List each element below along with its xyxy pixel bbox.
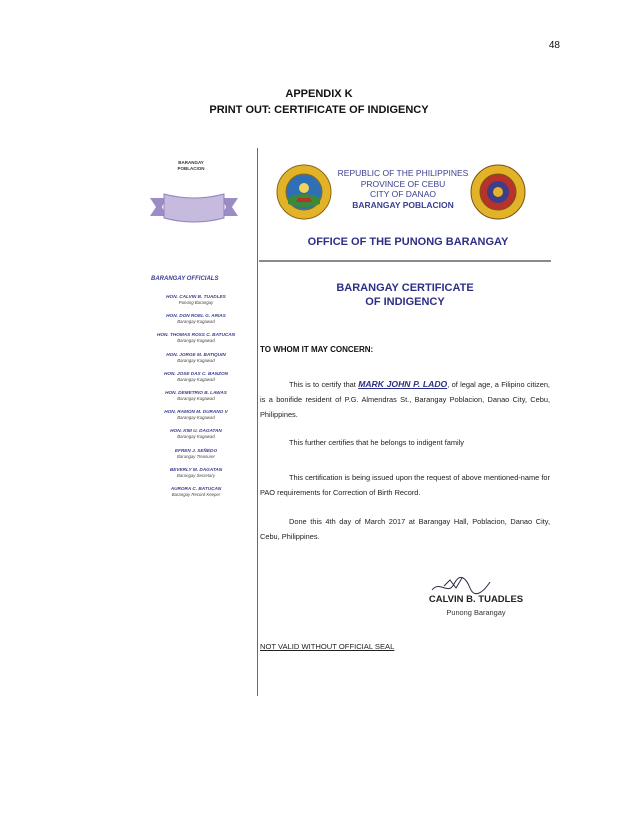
- certificate-title-line-2: OF INDIGENCY: [365, 295, 445, 308]
- ribbon-line-1: BARANGAY: [178, 160, 204, 165]
- official-entry: [140, 313, 252, 325]
- official-title: Barangay Kagawad: [177, 434, 215, 440]
- official-title: Barangay Kagawad: [177, 357, 215, 363]
- page-number: 48: [548, 40, 560, 51]
- official-entry: [140, 352, 252, 364]
- certificate-title-line-1: BARANGAY CERTIFICATE: [336, 282, 474, 294]
- official-name: HON. KIM U. DAGATAN: [170, 428, 222, 434]
- paragraph-4: Done this 4th day of March 2017 at Barangay Hall, Poblacion, Danao City, Cebu, Philippines.: [260, 517, 550, 541]
- sidebar-divider: [257, 148, 258, 696]
- officials-list: [140, 294, 252, 505]
- official-name: HON. JORGE M. BATIQUIN: [166, 351, 226, 357]
- ribbon-line-2: POBLACION: [177, 166, 205, 171]
- salutation: TO WHOM IT MAY CONCERN:: [260, 345, 374, 354]
- official-entry: [140, 448, 252, 460]
- official-entry: [140, 294, 252, 306]
- barangay-ribbon: [148, 190, 240, 224]
- signatory-name: CALVIN B. TUADLES: [428, 594, 524, 605]
- officials-heading: BARANGAY OFFICIALS: [151, 276, 219, 282]
- paragraph-3: This certification is being issued upon the request of above mentioned-name for PAO requirements for Correction of Birth Record.: [260, 473, 550, 497]
- certificate-title: [310, 282, 500, 309]
- certificate-image: [140, 148, 552, 700]
- official-entry: [140, 390, 252, 402]
- official-title: Barangay Kagawad: [177, 415, 215, 421]
- official-entry: [140, 486, 252, 498]
- paragraph-1-end: , of legal age, a Filipino citizen, is a bonifide resident of P.G. Almendras St., Barangay Poblacion, Danao City, Cebu, Philippines.: [260, 380, 550, 419]
- appendix-title: APPENDIX K: [285, 88, 353, 100]
- not-valid-notice: NOT VALID WITHOUT OFFICIAL SEAL: [260, 642, 395, 651]
- paragraph-1: [260, 377, 550, 422]
- official-entry: [140, 371, 252, 383]
- official-title: Barangay Kagawad: [177, 395, 215, 401]
- official-name: AURORA C. BATUCAN: [170, 485, 222, 491]
- header-rule: [259, 260, 551, 262]
- official-entry: [140, 409, 252, 421]
- official-name: HON. DON ROEL G. ARIAS: [166, 313, 226, 319]
- official-name: HON. THOMAS ROSS C. BATUCAN: [156, 332, 236, 338]
- header-lines: [336, 168, 470, 210]
- official-title: Barangay Secretary: [177, 472, 215, 478]
- official-entry: [140, 428, 252, 440]
- office-title: OFFICE OF THE PUNONG BARANGAY: [307, 236, 509, 248]
- official-entry: [140, 467, 252, 479]
- barangay-seal-icon: [470, 164, 526, 220]
- appendix-subtitle: PRINT OUT: CERTIFICATE OF INDIGENCY: [209, 104, 429, 116]
- official-name: HON. JOSE DAX C. BANZON: [163, 370, 229, 376]
- header-line: CITY OF DANAO: [370, 189, 436, 199]
- official-name: HON. DEMETRIO B. LAWAS: [165, 389, 227, 395]
- official-title: Punong Barangay: [178, 300, 214, 305]
- header-line: PROVINCE OF CEBU: [360, 178, 446, 189]
- official-title: Barangay Kagawad: [177, 338, 215, 344]
- signatory-title: Punong Barangay: [446, 608, 506, 617]
- city-seal-icon: [276, 164, 332, 220]
- official-name: HON. RAMON M. DURANO V: [164, 409, 228, 415]
- official-name: BEVERLY M. DAGATAN: [169, 466, 223, 472]
- header-line: REPUBLIC OF THE PHILIPPINES: [337, 168, 469, 178]
- official-title: Barangay Treasurer: [177, 453, 215, 459]
- official-name: HON. CALVIN B. TUADLES: [166, 294, 226, 299]
- paragraph-2: This further certifies that he belongs to indigent family: [289, 438, 465, 447]
- header-line: BARANGAY POBLACION: [352, 199, 454, 210]
- official-title: Barangay Record Keeper: [171, 491, 221, 497]
- official-title: Barangay Kagawad: [177, 376, 215, 382]
- official-title: Barangay Kagawad: [177, 319, 215, 325]
- ribbon-text: [165, 160, 217, 172]
- official-entry: [140, 332, 252, 344]
- official-name: EFREN J. SEÑEDO: [174, 447, 218, 453]
- recipient-name: MARK JOHN P. LADO: [358, 379, 448, 389]
- paragraph-1-start: This is to certify that: [289, 380, 359, 389]
